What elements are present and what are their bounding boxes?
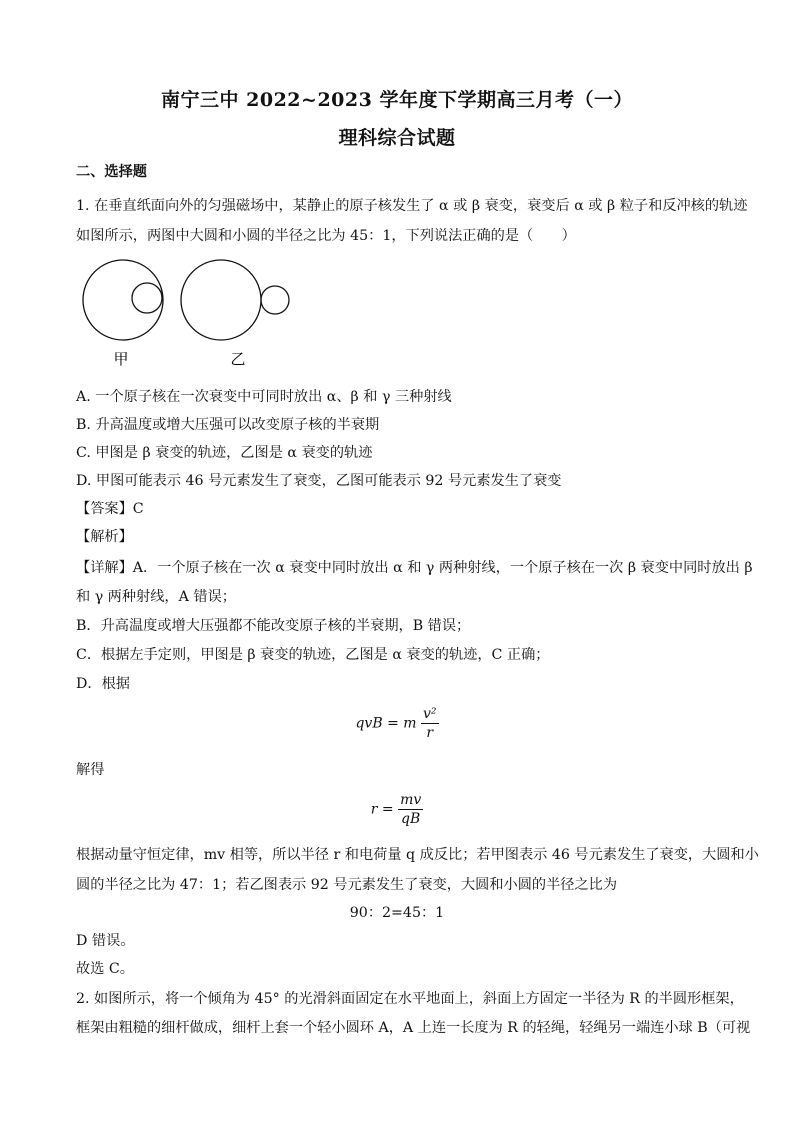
exam-title: 南宁三中 2022~2023 学年度下学期高三月考（一） — [161, 89, 633, 111]
formula2-numerator: mv — [400, 792, 422, 808]
answer: 【答案】C — [76, 501, 144, 517]
yi-large-circle — [181, 260, 261, 340]
q2-line2: 框架由粗糙的细杆做成，细杆上套一个轻小圆环 A，A 上连一长度为 R 的轻绳，轻绳另一端连小球 B（可视 — [76, 1020, 751, 1036]
formula1-left: qvB = m — [355, 715, 417, 732]
section-heading: 二、选择题 — [76, 164, 147, 180]
jia-small-circle — [132, 283, 162, 313]
formula1-denominator: r — [426, 725, 434, 741]
detail-line2: 和 γ 两种射线，A 错误； — [76, 589, 236, 605]
detail-d: D．根据 — [76, 676, 130, 692]
exam-subtitle: 理科综合试题 — [338, 127, 456, 149]
formula1-numerator: v² — [423, 706, 437, 722]
ratio-equation: 90：2=45：1 — [349, 905, 445, 921]
detail-b: B．升高温度或增大压强都不能改变原子核的半衰期，B 错误； — [76, 618, 471, 634]
trajectory-figure — [78, 258, 308, 373]
formula1-fraction — [421, 705, 439, 742]
detail-line1: 【详解】A．一个原子核在一次 α 衰变中同时放出 α 和 γ 两种射线，一个原子核在一次 β 衰变中同时放出 β — [76, 560, 753, 576]
figure-jia — [83, 260, 163, 340]
detail-c: C．根据左手定则，甲图是 β 衰变的轨迹，乙图是 α 衰变的轨迹，C 正确； — [76, 647, 550, 663]
figure-yi — [181, 260, 289, 340]
fig-label-yi: 乙 — [230, 350, 246, 368]
q1-stem-line1: 1. 在垂直纸面向外的匀强磁场中，某静止的原子核发生了 α 或 β 衰变，衰变后 α 或 β 粒子和反冲核的轨迹 — [76, 198, 748, 214]
formula2-left: r = — [370, 801, 394, 818]
formula-lorentz — [0, 705, 794, 742]
option-d: D. 甲图可能表示 46 号元素发生了衰变，乙图可能表示 92 号元素发生了衰变 — [76, 473, 562, 489]
option-a: A. 一个原子核在一次衰变中可同时放出 α、β 和 γ 三种射线 — [76, 389, 452, 405]
fig-label-jia: 甲 — [113, 350, 129, 368]
d-wrong: D 错误。 — [76, 933, 135, 949]
reason-line1: 根据动量守恒定律，mv 相等，所以半径 r 和电荷量 q 成反比；若甲图表示 46 号元素发生了衰变，大圆和小 — [76, 847, 759, 863]
q2-line1: 2. 如图所示，将一个倾角为 45° 的光滑斜面固定在水平地面上，斜面上方固定一半径为 R 的半圆形框架， — [76, 991, 744, 1007]
formula2-fraction — [398, 791, 423, 828]
solve-label: 解得 — [76, 762, 105, 778]
q1-stem-line2: 如图所示，两图中大圆和小圆的半径之比为 45：1，下列说法正确的是（ ） — [76, 228, 576, 244]
yi-small-circle — [261, 286, 289, 314]
analysis-label: 【解析】 — [76, 529, 133, 545]
jia-large-circle — [83, 260, 163, 340]
choose-answer: 故选 C。 — [76, 961, 134, 977]
formula2-denominator: qB — [401, 811, 421, 827]
option-c: C. 甲图是 β 衰变的轨迹，乙图是 α 衰变的轨迹 — [76, 445, 373, 461]
reason-line2: 圆的半径之比为 47：1；若乙图表示 92 号元素发生了衰变，大圆和小圆的半径之比为 — [76, 877, 618, 893]
formula-radius — [0, 791, 794, 828]
option-b: B. 升高温度或增大压强可以改变原子核的半衰期 — [76, 417, 380, 433]
